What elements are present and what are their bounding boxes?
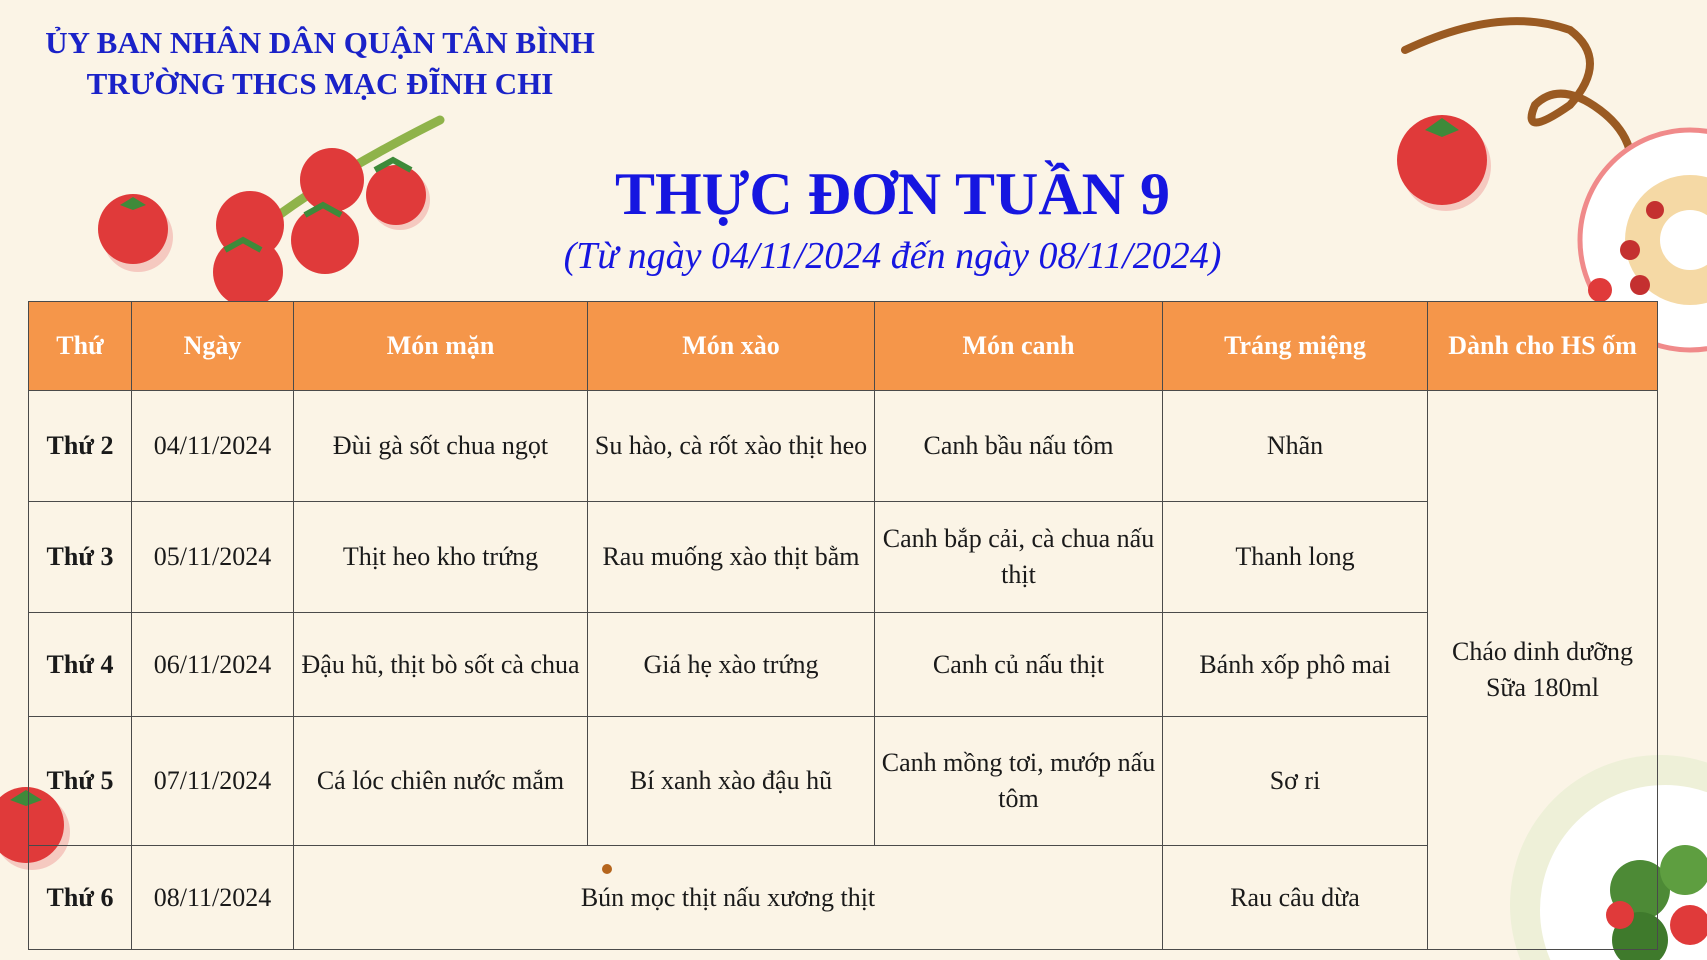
dessert-cell: Nhãn: [1163, 391, 1428, 502]
table-row: [29, 717, 1658, 846]
date-cell: 08/11/2024: [132, 846, 294, 950]
day-cell: Thứ 2: [29, 391, 132, 502]
org-line-2: TRƯỜNG THCS MẠC ĐĨNH CHI: [86, 66, 554, 101]
merged-meal-cell: Bún mọc thịt nấu xương thịt: [294, 846, 1163, 950]
dessert-cell: Thanh long: [1163, 502, 1428, 613]
day-cell: Thứ 6: [29, 846, 132, 950]
stir-fry-cell: Giá hẹ xào trứng: [588, 613, 875, 717]
soup-cell: Canh củ nấu thịt: [875, 613, 1163, 717]
table-row: [29, 391, 1658, 502]
weekly-menu-table: [28, 301, 1658, 950]
header-soup: Món canh: [875, 302, 1163, 391]
date-cell: 06/11/2024: [132, 613, 294, 717]
main-dish-cell: Cá lóc chiên nước mắm: [294, 717, 588, 846]
sick-menu-line-2: Sữa 180ml: [1485, 673, 1600, 702]
day-cell: Thứ 4: [29, 613, 132, 717]
header-day: Thứ: [29, 302, 132, 391]
org-line-1: ỦY BAN NHÂN DÂN QUẬN TÂN BÌNH: [45, 25, 595, 60]
dessert-cell: Rau câu dừa: [1163, 846, 1428, 950]
date-range-subtitle: (Từ ngày 04/11/2024 đến ngày 08/11/2024): [563, 235, 1222, 277]
stir-fry-cell: Bí xanh xào đậu hũ: [588, 717, 875, 846]
table-row: [29, 502, 1658, 613]
header-main-dish: Món mặn: [294, 302, 588, 391]
main-dish-cell: Đùi gà sốt chua ngọt: [294, 391, 588, 502]
day-cell: Thứ 3: [29, 502, 132, 613]
soup-cell: Canh mồng tơi, mướp nấu tôm: [875, 717, 1163, 846]
table-row: [29, 613, 1658, 717]
main-dish-cell: Đậu hũ, thịt bò sốt cà chua: [294, 613, 588, 717]
table-header-row: [29, 302, 1658, 391]
date-cell: 07/11/2024: [132, 717, 294, 846]
date-cell: 04/11/2024: [132, 391, 294, 502]
dessert-cell: Sơ ri: [1163, 717, 1428, 846]
header-stir-fry: Món xào: [588, 302, 875, 391]
day-cell: Thứ 5: [29, 717, 132, 846]
header-dessert: Tráng miệng: [1163, 302, 1428, 391]
soup-cell: Canh bắp cải, cà chua nấu thịt: [875, 502, 1163, 613]
date-cell: 05/11/2024: [132, 502, 294, 613]
stir-fry-cell: Su hào, cà rốt xào thịt heo: [588, 391, 875, 502]
sick-menu-line-1: Cháo dinh dưỡng: [1452, 637, 1633, 666]
dessert-cell: Bánh xốp phô mai: [1163, 613, 1428, 717]
organization-header: [20, 22, 620, 104]
page-title: THỰC ĐƠN TUẦN 9: [614, 161, 1171, 227]
main-dish-cell: Thịt heo kho trứng: [294, 502, 588, 613]
stir-fry-cell: Rau muống xào thịt bằm: [588, 502, 875, 613]
soup-cell: Canh bầu nấu tôm: [875, 391, 1163, 502]
header-sick-students: Dành cho HS ốm: [1428, 302, 1658, 391]
header-date: Ngày: [132, 302, 294, 391]
table-row: [29, 846, 1658, 950]
sick-students-cell: [1428, 391, 1658, 950]
